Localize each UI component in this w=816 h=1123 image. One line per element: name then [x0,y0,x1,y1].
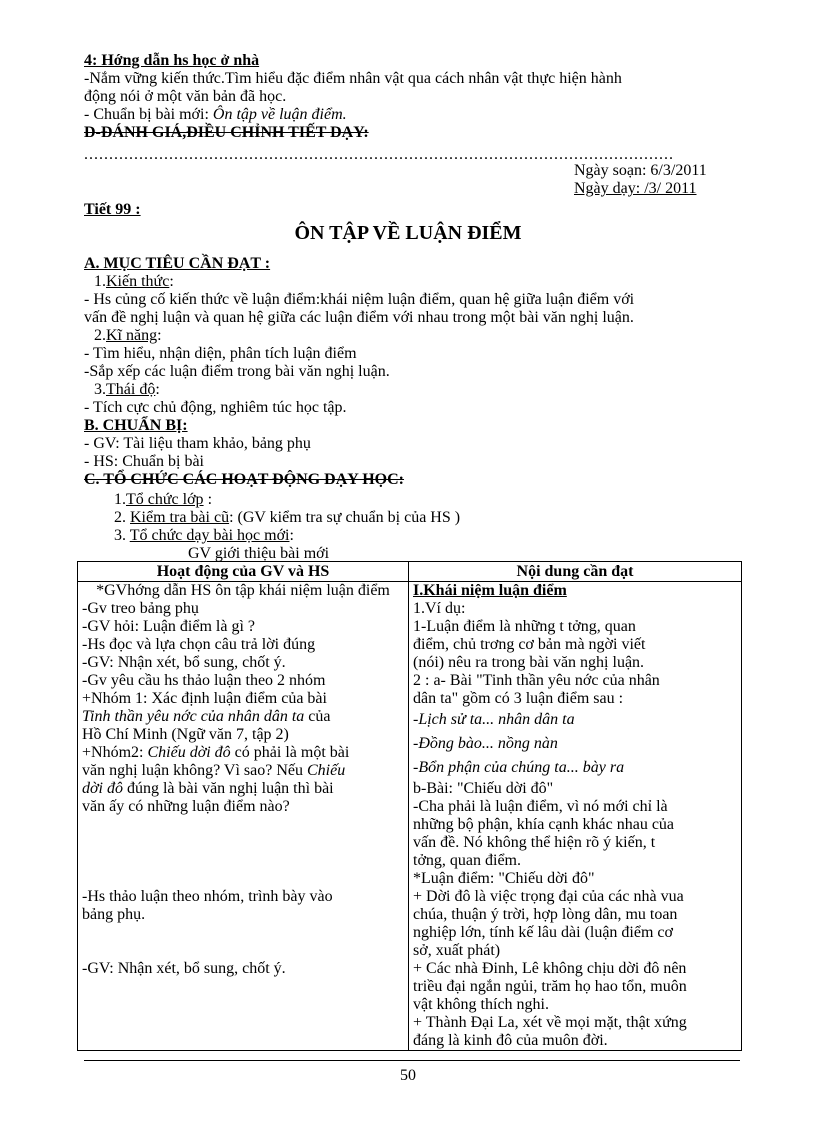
dotted-separator: ...................................................................................................................... [84,148,674,162]
spacer [82,816,404,834]
activity-step-2 [114,509,460,527]
list-item: 1.Ví dụ: [413,600,466,617]
skills-subheading: 2.Kĩ năng: [94,327,162,344]
list-item: *GVhớng dẫn HS ôn tập khái niệm luận điểm [96,582,390,599]
work-title: dời đô [82,780,123,797]
lesson-title: ÔN TẬP VỀ LUẬN ĐIỂM [294,222,522,244]
spacer [82,942,404,960]
list-item: -Cha phải là luận điểm, vì nó mới chỉ là [413,798,668,815]
activity-step-3 [114,527,294,545]
prepare-new-lesson [84,106,347,124]
step-label: Tổ chức dạy bài học mới [129,527,290,544]
list-item: b-Bài: "Chiếu dời đô" [413,780,554,797]
list-item: vấn đề. Nó không thể hiện rõ ý kiến, t [413,834,656,851]
list-item [82,708,404,726]
list-item: -Lịch sử ta... nhân dân ta [413,711,575,728]
spacer [82,852,404,870]
activities-heading [84,471,404,489]
skills-number: 2. [94,327,106,344]
list-item: -Hs thảo luận theo nhóm, trình bày vào [82,888,333,905]
work-title: Tinh thần yêu nớc của nhân dân ta [82,708,305,725]
preparation-heading-text: B. CHUẨN BỊ: [84,417,188,434]
work-title: Chiếu dời đô [147,744,231,761]
homework-line: động nói ở một văn bản đã học. [84,88,287,105]
activities-table [77,561,742,1051]
step-tail: : [289,527,294,544]
preparation-teacher: - GV: Tài liệu tham khảo, bảng phụ [84,435,311,452]
step-tail: : (GV kiểm tra sự chuẩn bị của HS ) [229,509,461,526]
step-label: Tổ chức lớp [126,491,204,508]
list-item [82,744,404,762]
preparation-heading [84,417,188,435]
date-taught: Ngày dạy: /3/ 2011 [574,180,697,197]
text-span: văn nghị luận không? Vì sao? Nếu [82,762,307,779]
list-item [82,762,404,780]
knowledge-subheading: 1.Kiến thức: [94,273,174,290]
activity-step-1 [114,491,212,509]
knowledge-number: 1. [94,273,106,290]
prepare-label: - Chuẩn bị bài mới: [84,106,213,123]
spacer [82,834,404,852]
step-number: 1. [114,491,126,508]
spacer [82,870,404,888]
list-item [82,780,404,798]
spacer [82,924,404,942]
preparation-student: - HS: Chuẩn bị bài [84,453,204,470]
list-item: -Hs đọc và lựa chọn câu trả lời đúng [82,636,316,653]
list-item: bảng phụ. [82,906,146,923]
step-tail: : [203,491,213,508]
knowledge-label: Kiến thức [106,273,170,290]
footer-rule [84,1060,740,1061]
homework-heading: 4: Hớng dẫn hs học ở nhà [84,52,260,69]
objectives-heading-text: A. MỤC TIÊU CẦN ĐẠT : [84,255,271,272]
text-span: của [304,708,331,725]
text-span: có phải là một bài [230,744,350,761]
skills-label: Kĩ năng [106,327,158,344]
list-item: (nói) nêu ra trong bài văn nghị luận. [413,654,645,671]
work-title: Chiếu [307,762,346,779]
list-item: Hồ Chí Minh (Ngữ văn 7, tập 2) [82,726,289,743]
homework-line: -Nắm vững kiến thức.Tìm hiểu đặc điểm nhân vật qua cách nhân vật thực hiện hành [84,70,622,87]
knowledge-line: - Hs củng cố kiến thức về luận điểm:khái niệm luận điểm, quan hệ giữa luận điểm với [84,291,635,308]
list-item: +Nhóm 1: Xác định luận điểm của bài [82,690,327,707]
page-number: 50 [400,1067,416,1084]
table-header-row [78,562,742,582]
knowledge-line: vấn đề nghị luận và quan hệ giữa các luận điểm với nhau trong một bài văn nghị luận. [84,309,634,326]
list-item: vật không thích nghi. [413,996,549,1013]
section-heading: I.Khái niệm luận điểm [413,582,567,599]
column-header-activities: Hoạt động của GV và HS [78,562,409,582]
text-span: đúng là bài văn nghị luận thì bài [122,780,334,797]
list-item: chúa, thuận ý trời, hợp lòng dân, mu toan [413,906,678,923]
skills-line: -Sắp xếp các luận điểm trong bài văn nghị luận. [84,363,390,380]
list-item: nghiệp lớn, tính kế lâu dài (luận điểm cơ [413,924,673,941]
list-item: -GV: Nhận xét, bổ sung, chốt ý. [82,960,286,977]
list-item: 2 : a- Bài "Tinh thần yêu nớc của nhân [413,672,660,689]
list-item: -GV hỏi: Luận điểm là gì ? [82,618,255,635]
list-item: -Gv treo bảng phụ [82,600,199,617]
attitude-number: 3. [94,381,106,398]
list-item: 1-Luận điểm là những t tởng, quan [413,618,636,635]
list-item: sở, xuất phát) [413,942,501,959]
activities-cell [78,582,409,1051]
content-cell [409,582,742,1051]
attitude-label: Thái độ [106,381,156,398]
list-item: -GV: Nhận xét, bổ sung, chốt ý. [82,654,286,671]
list-item: dân ta" gồm có 3 luận điểm sau : [413,690,624,707]
column-header-content: Nội dung cần đạt [409,562,742,582]
step-number: 3. [114,527,130,544]
list-item: *Luận điểm: "Chiếu dời đô" [413,870,595,887]
lesson-intro: GV giới thiệu bài mới [188,545,330,562]
table-row [78,582,742,1051]
list-item: triều đại ngắn ngủi, trăm họ hao tổn, muôn [413,978,687,995]
attitude-subheading: 3.Thái độ: [94,381,160,398]
date-prepared: Ngày soạn: 6/3/2011 [574,162,707,179]
activities-heading-text: C. TỔ CHỨC CÁC HOẠT ĐỘNG DẠY HỌC: [84,471,405,488]
text-span: +Nhóm2: [82,744,148,761]
list-item: đáng là kinh đô của muôn đời. [413,1032,608,1049]
evaluation-heading: D-ĐÁNH GIÁ,ĐIỀU CHỈNH TIẾT DẠY: [84,124,369,141]
list-item: + Thành Đại La, xét về mọi mặt, thật xứng [413,1014,687,1031]
list-item: + Dời đô là việc trọng đại của các nhà vua [413,888,684,905]
list-item: văn ấy có những luận điểm nào? [82,798,290,815]
list-item: -Gv yêu cầu hs thảo luận theo 2 nhóm [82,672,326,689]
skills-line: - Tìm hiểu, nhận diện, phân tích luận điểm [84,345,357,362]
list-item: những bộ phận, khía cạnh khác nhau của [413,816,675,833]
lesson-number: Tiết 99 : [84,201,141,218]
list-item: -Bổn phận của chúng ta... bày ra [413,759,625,776]
objectives-heading [84,255,270,273]
list-item: điểm, chủ trơng cơ bản mà ngời viết [413,636,646,653]
step-number: 2. [114,509,130,526]
list-item: + Các nhà Đinh, Lê không chịu dời đô nên [413,960,687,977]
list-item: -Đồng bào... nồng nàn [413,735,558,752]
attitude-line: - Tích cực chủ động, nghiêm túc học tập. [84,399,347,416]
list-item: tởng, quan điểm. [413,852,521,869]
step-label: Kiểm tra bài cũ [130,509,230,526]
prepare-title: Ôn tập về luận điểm. [212,106,347,123]
